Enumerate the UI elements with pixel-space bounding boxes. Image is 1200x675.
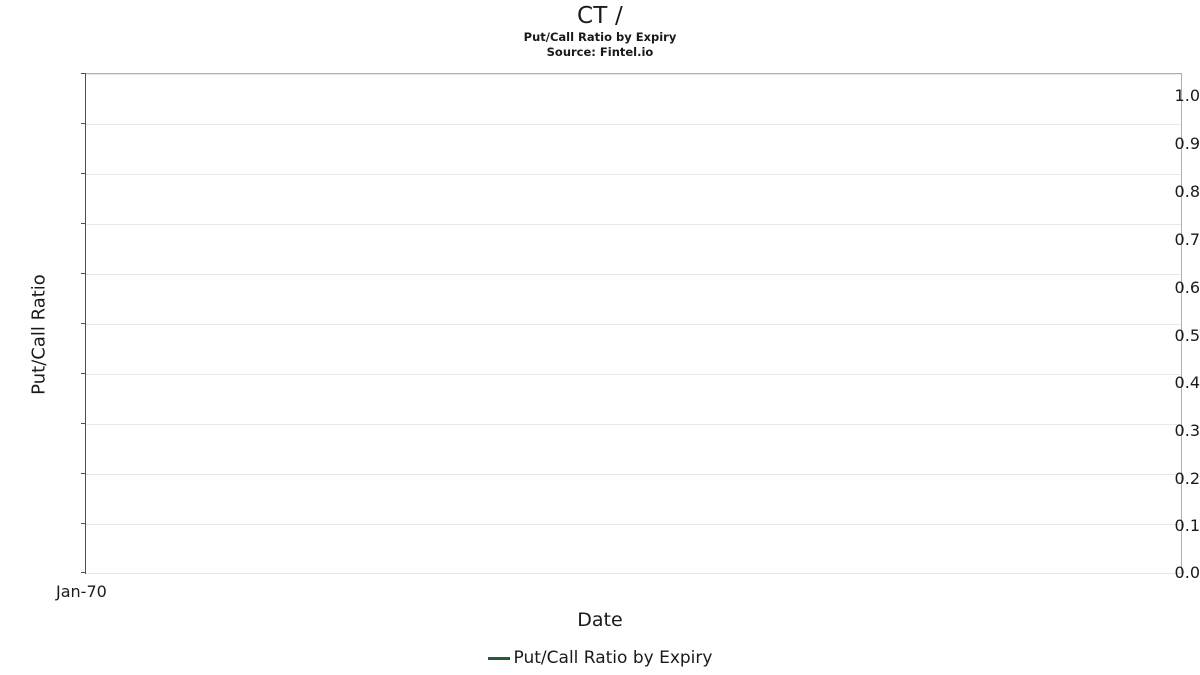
y-tick-mark [81,473,85,474]
y-tick-label: 0.9 [1174,134,1200,153]
y-tick-label: 0.4 [1174,373,1200,392]
chart-source: Source: Fintel.io [546,45,654,59]
y-tick-mark [81,423,85,424]
y-tick-label: 0.0 [1174,563,1200,582]
chart-title: CT / [577,3,623,29]
plot-area [85,73,1182,574]
y-tick-label: 0.6 [1174,278,1200,297]
legend-swatch-icon [488,657,510,660]
x-axis-label: Date [577,609,623,631]
y-tick-mark [81,173,85,174]
y-tick-label: 0.2 [1174,469,1200,488]
y-tick-mark [81,73,85,74]
chart-header [0,2,1200,60]
y-tick-mark [81,523,85,524]
y-tick-mark [81,273,85,274]
y-axis-label: Put/Call Ratio [28,274,50,395]
gridline [86,573,1181,574]
y-tick-mark [81,572,85,573]
y-tick-mark [81,373,85,374]
y-axis-spine [85,73,86,574]
chart-subtitle: Put/Call Ratio by Expiry [523,30,677,44]
chart-legend [0,648,1200,668]
legend-item-label: Put/Call Ratio by Expiry [513,648,713,668]
x-tick-label: Jan-70 [56,582,107,601]
series-put-call-ratio-by-expiry [86,74,1181,573]
y-tick-mark [81,323,85,324]
y-tick-label: 1.0 [1174,86,1200,105]
y-tick-label: 0.8 [1174,182,1200,201]
y-tick-label: 0.7 [1174,230,1200,249]
y-tick-label: 0.1 [1174,516,1200,535]
y-tick-label: 0.3 [1174,421,1200,440]
y-tick-mark [81,223,85,224]
y-tick-mark [81,123,85,124]
y-tick-label: 0.5 [1174,326,1200,345]
